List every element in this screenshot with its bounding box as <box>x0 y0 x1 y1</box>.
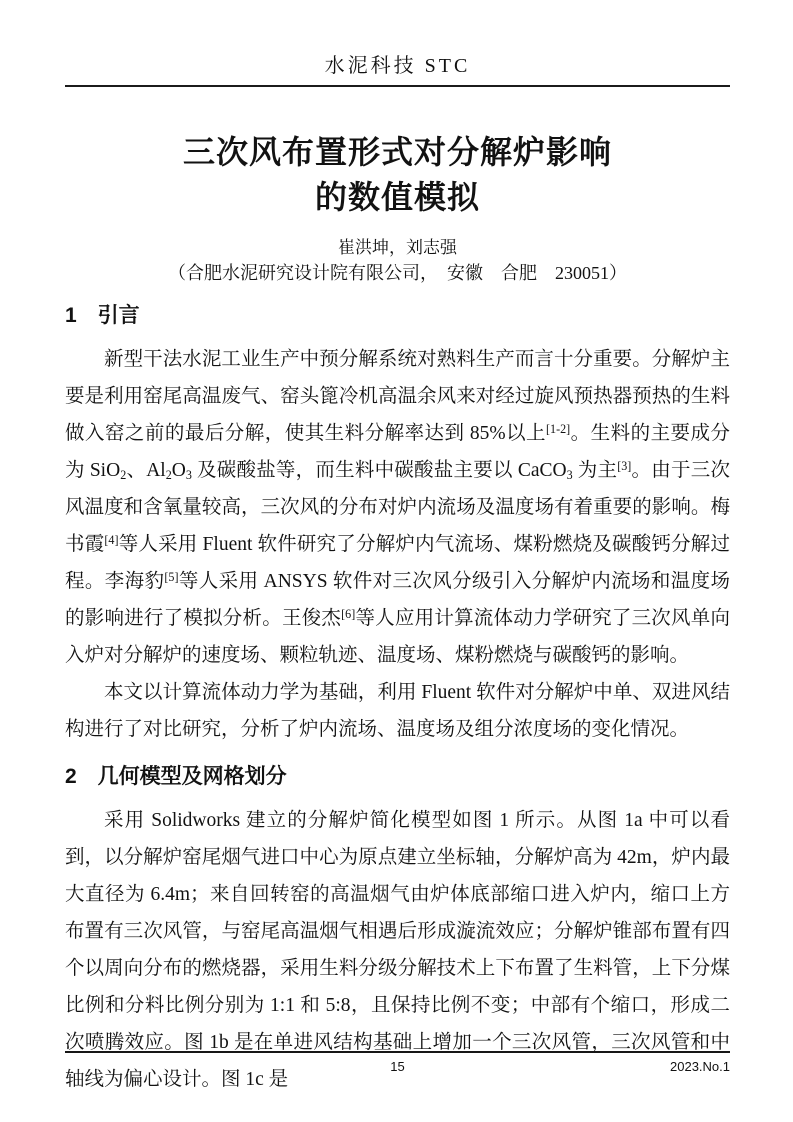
authors: 崔洪坤，刘志强 <box>338 238 457 257</box>
article-title-line-1: 三次风布置形式对分解炉影响 <box>182 134 612 170</box>
paragraph-geometry-model-1: 采用 Solidworks 建立的分解炉简化模型如图 1 所示。从图 1a 中可以看到，以分解炉窑尾烟气进口中心为原点建立坐标轴，分解炉高为 42m，炉内最大直径为 6.4m；来自回转窑的高温烟气由炉体底部缩口进入炉内，缩口上方布置有三次风管，与窑尾高温烟气相遇后形成漩流效应；分解炉锥部布置有四个以周向分布的燃烧器，采用生料分级分解技术上下布置了生料管，上下分煤比例和分料比例分别为 1:1 和 5:8，且保持比例不变；中部有个缩口，形成二次喷腾效应。图 1b 是在单进风结构基础上增加一个三次风管，三次风管和中轴线为偏心设计。图 1c 是 <box>65 810 730 1090</box>
affiliation: （合肥水泥研究设计院有限公司， 安徽 合肥 230051） <box>168 263 627 283</box>
page-content <box>65 0 730 1098</box>
paragraph-introduction-1: 新型干法水泥工业生产中预分解系统对熟料生产而言十分重要。分解炉主要是利用窑尾高温废气、窑头篦冷机高温余风来对经过旋风预热器预热的生料做入窑之前的最后分解，使其生料分解率达到 85%以上[1-2]。生料的主要成分为 SiO$_2$、$Al_2O_3$ 及碳酸盐等，而生料中碳酸盐主要以 CaCO$_3$ 为主[3]。由于三次风温度和含氧量较高，三次风的分布对炉内流场及温度场有着重要的影响。梅书霞[4]等人采用 Fluent 软件研究了分解炉内气流场、煤粉燃烧及碳酸钙分解过程。李海豹[5]等人采用 ANSYS 软件对三次风分级引入分解炉内流场和温度场的影响进行了模拟分析。王俊杰[6]等人应用计算流体动力学研究了三次风单向入炉对分解炉的速度场、颗粒轨迹、温度场、煤粉燃烧与碳酸钙的影响。 <box>65 349 730 666</box>
issue-label: 2023.No.1 <box>670 1059 730 1074</box>
paragraph-introduction-2: 本文以计算流体动力学为基础，利用 Fluent 软件对分解炉中单、双进风结构进行了对比研究，分析了炉内流场、温度场及组分浓度场的变化情况。 <box>65 682 730 740</box>
article-title <box>65 130 730 220</box>
section-heading-introduction: 1 引言 <box>65 304 140 327</box>
page-number: 15 <box>390 1059 405 1074</box>
article-title-line-2: 的数值模拟 <box>314 179 480 215</box>
section-heading-geometry-model: 2 几何模型及网格划分 <box>65 765 287 788</box>
journal-title: 水泥科技 STC <box>324 55 471 77</box>
page-footer <box>65 1051 730 1081</box>
page-header <box>65 0 730 87</box>
